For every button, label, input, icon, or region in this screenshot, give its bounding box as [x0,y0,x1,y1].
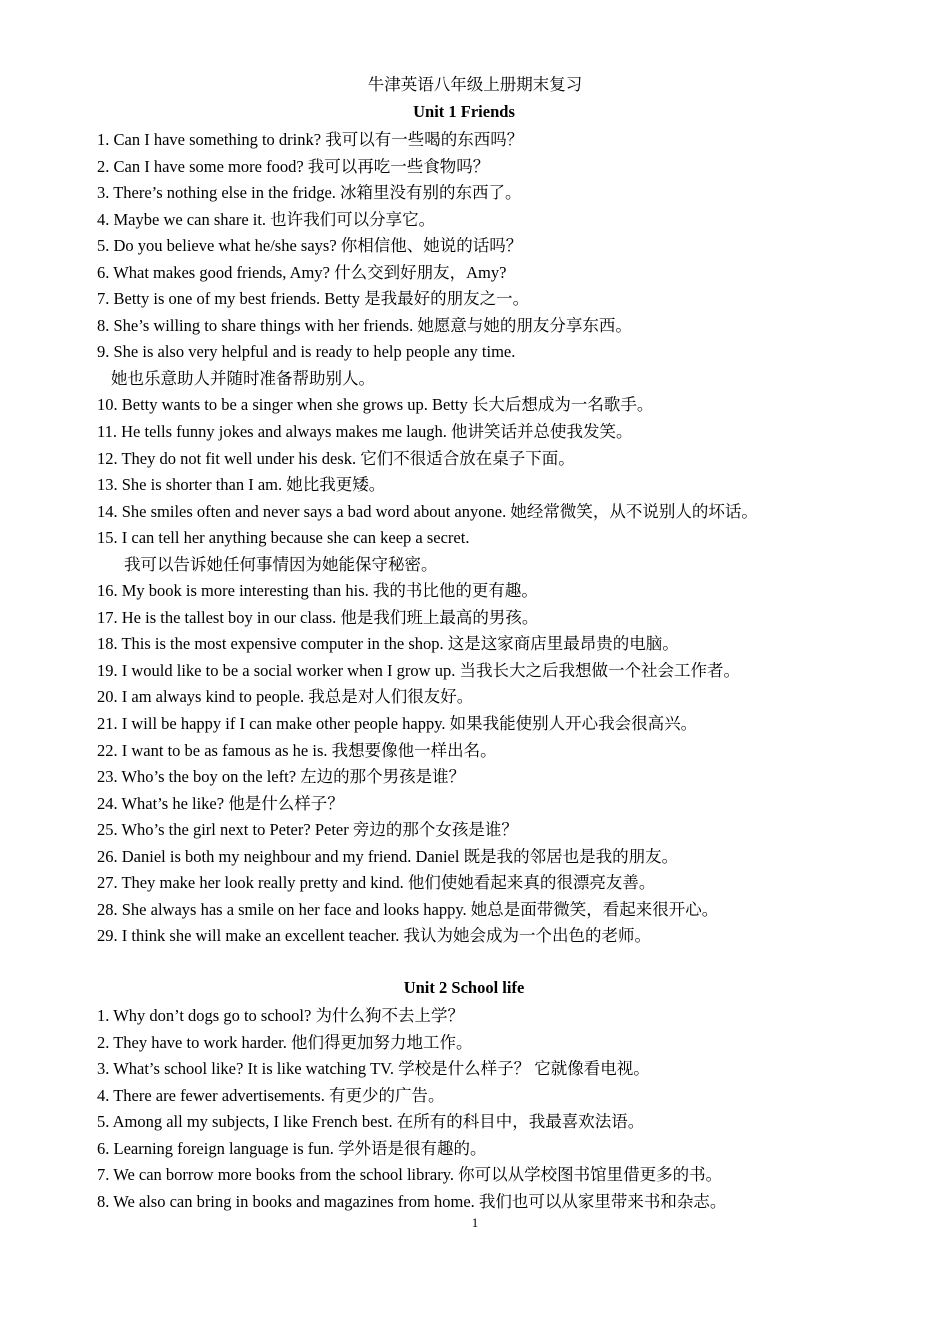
unit-1-heading: Unit 1 Friends [413,102,515,121]
sentence-line: 14. She smiles often and never says a bad word about anyone. 她经常微笑，从不说别人的坏话。 [97,501,758,521]
sentence-line: 23. Who’s the boy on the left? 左边的那个男孩是谁？ [97,767,466,787]
sentence-line: 29. I think she will make an excellent teacher. 我认为她会成为一个出色的老师。 [97,926,652,946]
sentence-line: 12. They do not fit well under his desk. 它们不很适合放在桌子下面。 [97,448,575,468]
sentence-line: 8. We also can bring in books and magazines from home. 我们也可以从家里带来书和杂志。 [97,1191,727,1211]
unit-2-sentence-list [97,1003,937,1215]
sentence-line: 24. What’s he like? 他是什么样子？ [97,793,344,813]
sentence-line: 26. Daniel is both my neighbour and my friend. Daniel 既是我的邻居也是我的朋友。 [97,846,679,866]
sentence-line: 1. Can I have something to drink? 我可以有一些喝的东西吗？ [97,130,524,149]
sentence-line: 15. I can tell her anything because she can keep a secret. [97,528,470,548]
sentence-line: 27. They make her look really pretty and kind. 他们使她看起来真的很漂亮友善。 [97,873,656,893]
sentence-line: 2. Can I have some more food? 我可以再吃一些食物吗？ [97,156,490,176]
sentence-line: 22. I want to be as famous as he is. 我想要像他一样出名。 [97,740,497,760]
page-number: 1 [471,1215,479,1230]
sentence-line: 5. Do you believe what he/she says? 你相信他、她说的话吗？ [97,236,523,256]
sentence-line: 6. Learning foreign language is fun. 学外语是很有趣的。 [97,1138,487,1158]
sentence-line: 25. Who’s the girl next to Peter? Peter 旁边的那个女孩是谁？ [97,820,518,840]
unit-2-heading: Unit 2 School life [403,978,525,997]
sentence-line: 6. What makes good friends, Amy? 什么交到好朋友，Amy? [97,262,507,282]
unit-1-sentence-list [97,127,937,950]
sentence-line: 10. Betty wants to be a singer when she grows up. Betty 长大后想成为一名歌手。 [97,395,654,415]
sentence-line: 21. I will be happy if I can make other people happy. 如果我能使别人开心我会很高兴。 [97,714,698,734]
sentence-line: 11. He tells funny jokes and always makes me laugh. 他讲笑话并总使我发笑。 [97,422,633,442]
sentence-line: 13. She is shorter than I am. 她比我更矮。 [97,475,386,495]
document-title: 牛津英语八年级上册期末复习 [367,75,583,94]
sentence-line: 3. What’s school like? It is like watching TV. 学校是什么样子？ 它就像看电视。 [97,1059,650,1079]
sentence-line: 16. My book is more interesting than his. 我的书比他的更有趣。 [97,581,538,601]
sentence-line: 3. There’s nothing else in the fridge. 冰箱里没有别的东西了。 [97,183,522,203]
sentence-line: 2. They have to work harder. 他们得更加努力地工作。 [97,1032,473,1052]
sentence-line: 20. I am always kind to people. 我总是对人们很友好。 [97,687,474,707]
sentence-line: 8. She’s willing to share things with her friends. 她愿意与她的朋友分享东西。 [97,315,632,335]
sentence-line: 4. There are fewer advertisements. 有更少的广告。 [97,1085,445,1105]
sentence-line: 18. This is the most expensive computer in the shop. 这是这家商店里最昂贵的电脑。 [97,634,679,654]
sentence-line: 7. We can borrow more books from the school library. 你可以从学校图书馆里借更多的书。 [97,1165,723,1185]
sentence-line: 7. Betty is one of my best friends. Betty 是我最好的朋友之一。 [97,289,530,309]
sentence-line: 28. She always has a smile on her face and looks happy. 她总是面带微笑，看起来很开心。 [97,899,719,919]
sentence-line: 9. She is also very helpful and is ready to help people any time. [97,342,516,362]
sentence-translation-line: 我可以告诉她任何事情因为她能保守秘密。 [124,554,438,574]
sentence-line: 19. I would like to be a social worker when I grow up. 当我长大之后我想做一个社会工作者。 [97,660,740,680]
sentence-translation-line: 她也乐意助人并随时准备帮助别人。 [111,368,375,388]
sentence-line: 1. Why don’t dogs go to school? 为什么狗不去上学？ [97,1006,464,1025]
sentence-line: 5. Among all my subjects, I like French best. 在所有的科目中，我最喜欢法语。 [97,1112,645,1132]
sentence-line: 17. He is the tallest boy in our class. 他是我们班上最高的男孩。 [97,607,539,627]
sentence-line: 4. Maybe we can share it. 也许我们可以分享它。 [97,209,436,229]
